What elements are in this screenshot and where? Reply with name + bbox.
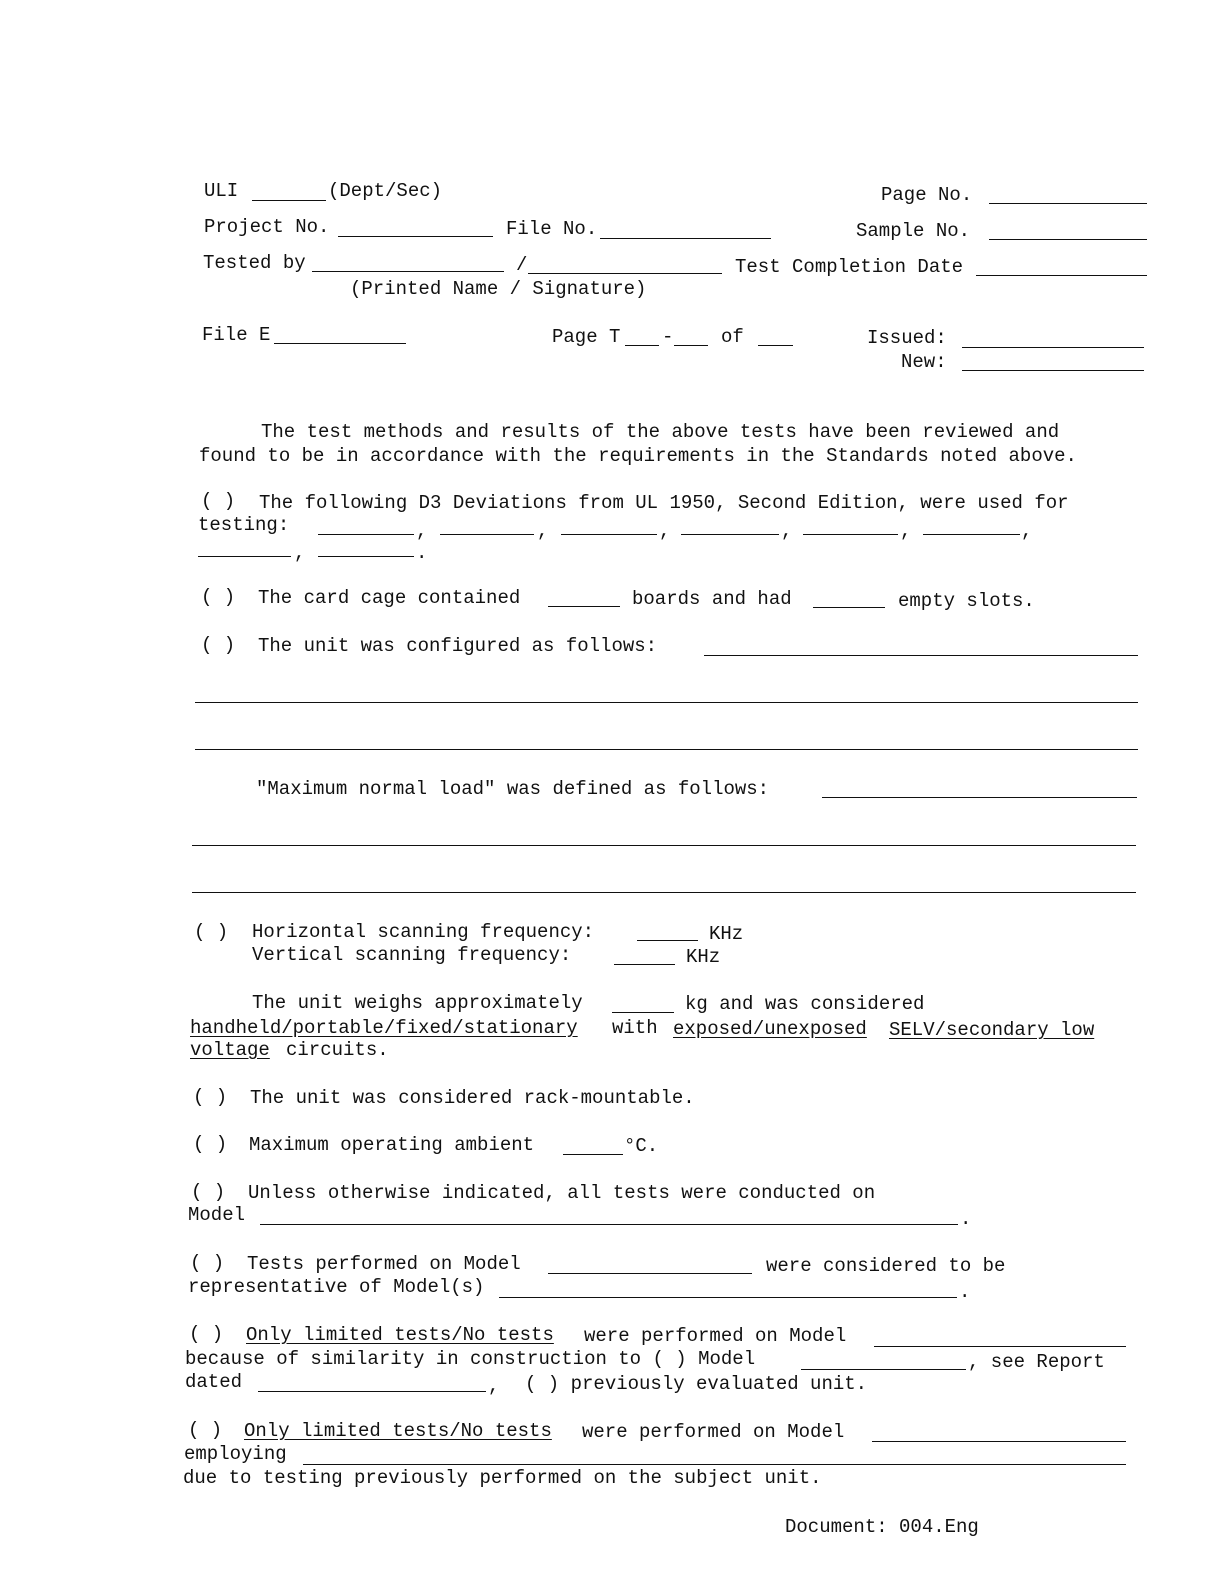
- test-completion-date-label: Test Completion Date: [735, 256, 964, 278]
- page-t-field-1[interactable]: [625, 345, 659, 346]
- review-text-line-1: The test methods and results of the above tests have been reviewed and: [261, 421, 1060, 443]
- employing-label: employing: [184, 1443, 287, 1465]
- report-date-field[interactable]: [258, 1391, 486, 1392]
- max-load-field-line-2[interactable]: [192, 845, 1136, 846]
- ambient-text-b: °C.: [624, 1135, 659, 1157]
- weighs-text-a: The unit weighs approximately: [252, 992, 583, 1014]
- due-to-testing-text: due to testing previously performed on the subject unit.: [183, 1467, 822, 1489]
- checkbox-d3[interactable]: ( ): [201, 490, 236, 512]
- test-completion-date-field[interactable]: [976, 275, 1147, 276]
- see-report-text: , see Report: [968, 1351, 1105, 1373]
- d3-field-3[interactable]: [561, 534, 657, 535]
- page-t-label: Page T: [552, 326, 621, 348]
- sample-no-field[interactable]: [989, 239, 1147, 240]
- checkbox-limited-previous[interactable]: ( ): [188, 1419, 223, 1441]
- vertical-scanning-label: Vertical scanning frequency:: [252, 944, 572, 966]
- checkbox-ambient[interactable]: ( ): [193, 1133, 228, 1155]
- representative-models-field[interactable]: [499, 1297, 957, 1298]
- empty-slots-field[interactable]: [813, 607, 885, 608]
- checkbox-tests-performed[interactable]: ( ): [190, 1252, 225, 1274]
- ambient-temperature-field[interactable]: [563, 1154, 623, 1155]
- issued-label: Issued:: [867, 327, 947, 349]
- card-cage-text-c: empty slots.: [898, 590, 1035, 612]
- circuits-text: circuits.: [286, 1039, 389, 1061]
- comma: ,: [659, 520, 671, 542]
- comma: ,: [1021, 520, 1033, 542]
- configured-text: The unit was configured as follows:: [258, 635, 658, 657]
- weight-field[interactable]: [612, 1012, 674, 1013]
- horizontal-khz-unit: KHz: [709, 923, 744, 945]
- rack-text: The unit was considered rack-mountable.: [250, 1087, 695, 1109]
- d3-field-2[interactable]: [440, 534, 534, 535]
- only-limited-option-2[interactable]: Only limited tests/No tests: [244, 1420, 552, 1442]
- d3-text-line-1: The following D3 Deviations from UL 1950, Second Edition, were used for: [259, 492, 1069, 514]
- page-no-field[interactable]: [989, 203, 1147, 204]
- ambient-text-a: Maximum operating ambient: [249, 1134, 535, 1156]
- horizontal-frequency-field[interactable]: [637, 940, 698, 941]
- issued-field[interactable]: [962, 347, 1144, 348]
- document-id: Document: 004.Eng: [785, 1516, 979, 1538]
- max-load-field-line-1[interactable]: [822, 797, 1137, 798]
- printed-name-signature-caption: (Printed Name / Signature): [350, 278, 647, 300]
- project-no-label: Project No.: [204, 216, 330, 238]
- page-no-label: Page No.: [881, 184, 973, 206]
- project-no-field[interactable]: [338, 236, 493, 237]
- tested-by-label: Tested by: [203, 252, 306, 274]
- page-of-field[interactable]: [758, 345, 793, 346]
- comma: ,: [488, 1375, 500, 1397]
- performed-on-model-text-2: were performed on Model: [582, 1421, 845, 1443]
- checkbox-limited-similarity[interactable]: ( ): [189, 1323, 224, 1345]
- selv-options[interactable]: SELV/secondary low: [889, 1019, 1095, 1041]
- checkbox-scanning[interactable]: ( ): [194, 921, 229, 943]
- card-cage-text-a: The card cage contained: [258, 587, 521, 609]
- with-text: with: [612, 1017, 658, 1039]
- d3-field-1[interactable]: [318, 534, 414, 535]
- max-load-text: "Maximum normal load" was defined as follows:: [256, 778, 770, 800]
- of-label: of: [721, 326, 744, 348]
- slash: /: [516, 254, 528, 276]
- page-t-field-2[interactable]: [674, 345, 708, 346]
- vertical-frequency-field[interactable]: [614, 964, 675, 965]
- period: .: [959, 1281, 971, 1303]
- new-field[interactable]: [962, 370, 1144, 371]
- because-similarity-text: because of similarity in construction to ( ) Model: [185, 1348, 756, 1370]
- dept-sec-label: (Dept/Sec): [328, 180, 443, 202]
- configured-field-line-1[interactable]: [704, 655, 1138, 656]
- vertical-khz-unit: KHz: [686, 946, 721, 968]
- boards-count-field[interactable]: [548, 606, 620, 607]
- file-no-label: File No.: [506, 218, 598, 240]
- performed-on-model-text: were performed on Model: [584, 1325, 847, 1347]
- checkbox-unless[interactable]: ( ): [191, 1181, 226, 1203]
- tests-model-field[interactable]: [548, 1273, 752, 1274]
- page-dash: -: [662, 326, 674, 348]
- uli-label: ULI: [204, 180, 239, 202]
- file-e-label: File E: [202, 324, 271, 346]
- checkbox-configured[interactable]: ( ): [201, 634, 236, 656]
- new-label: New:: [901, 351, 947, 373]
- period: .: [960, 1208, 972, 1230]
- horizontal-scanning-label: Horizontal scanning frequency:: [252, 921, 595, 943]
- limited-model-field[interactable]: [874, 1346, 1126, 1347]
- max-load-field-line-3[interactable]: [192, 892, 1136, 893]
- file-e-field[interactable]: [274, 343, 406, 344]
- exposed-options[interactable]: exposed/unexposed: [673, 1018, 867, 1040]
- comma: ,: [900, 520, 912, 542]
- sample-no-label: Sample No.: [856, 220, 971, 242]
- handheld-options[interactable]: handheld/portable/fixed/stationary: [190, 1017, 578, 1039]
- only-limited-option[interactable]: Only limited tests/No tests: [246, 1324, 554, 1346]
- voltage-option[interactable]: voltage: [190, 1039, 270, 1061]
- review-text-line-2: found to be in accordance with the requirements in the Standards noted above.: [199, 445, 1077, 467]
- model-label: Model: [188, 1204, 246, 1226]
- d3-field-5[interactable]: [803, 534, 898, 535]
- unless-text: Unless otherwise indicated, all tests were conducted on: [248, 1182, 876, 1204]
- d3-text-line-2: testing:: [198, 514, 290, 536]
- dated-label: dated: [185, 1371, 243, 1393]
- d3-field-8[interactable]: [318, 556, 414, 557]
- d3-field-6[interactable]: [923, 534, 1020, 535]
- comma: ,: [416, 520, 428, 542]
- comma: ,: [294, 542, 306, 564]
- checkbox-rack[interactable]: ( ): [193, 1086, 228, 1108]
- considered-to-be-text: were considered to be: [766, 1255, 1006, 1277]
- similar-model-field[interactable]: [801, 1369, 966, 1370]
- tests-on-model-text: Tests performed on Model: [247, 1253, 521, 1275]
- checkbox-card-cage[interactable]: ( ): [201, 586, 236, 608]
- uli-dept-field[interactable]: [252, 200, 326, 201]
- tested-by-name-field[interactable]: [312, 271, 504, 272]
- configured-field-line-2[interactable]: [195, 702, 1138, 703]
- period: .: [416, 542, 428, 564]
- d3-field-7[interactable]: [198, 556, 291, 557]
- previous-model-field[interactable]: [872, 1441, 1126, 1442]
- card-cage-text-b: boards and had: [632, 588, 792, 610]
- weighs-text-b: kg and was considered: [685, 993, 925, 1015]
- previously-evaluated-text: ( ) previously evaluated unit.: [525, 1373, 868, 1395]
- d3-field-4[interactable]: [681, 534, 779, 535]
- tested-by-signature-field[interactable]: [528, 273, 722, 274]
- file-no-field[interactable]: [600, 238, 771, 239]
- representative-text: representative of Model(s): [188, 1276, 485, 1298]
- employing-field[interactable]: [303, 1464, 1126, 1465]
- comma: ,: [781, 520, 793, 542]
- comma: ,: [537, 520, 549, 542]
- configured-field-line-3[interactable]: [195, 749, 1138, 750]
- model-field[interactable]: [260, 1224, 958, 1225]
